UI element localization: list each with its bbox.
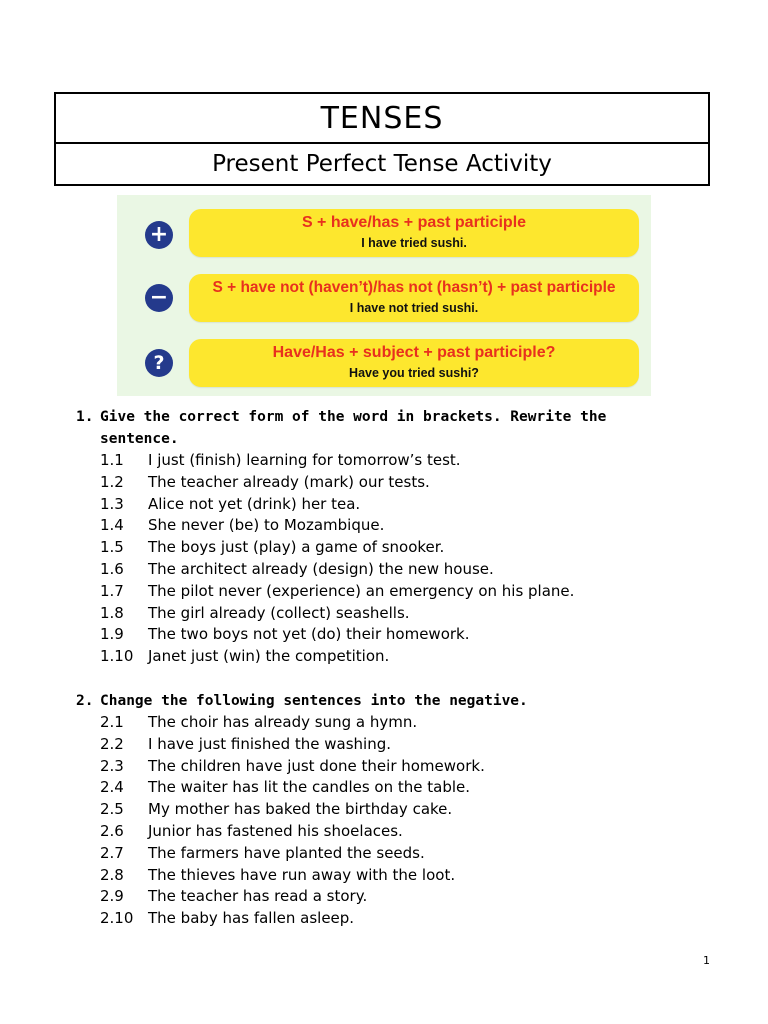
item-text: The waiter has lit the candles on the table. bbox=[148, 778, 471, 797]
item-text: The pilot never (experience) an emergency on his plane. bbox=[148, 581, 575, 600]
section-number: 2. bbox=[76, 693, 94, 709]
list-item bbox=[76, 756, 656, 778]
item-number: 2.7 bbox=[100, 843, 124, 862]
list-item bbox=[76, 777, 656, 799]
formula-pill-question bbox=[189, 339, 639, 387]
item-text: The teacher has read a story. bbox=[148, 887, 368, 906]
list-item bbox=[76, 537, 656, 559]
list-item bbox=[76, 734, 656, 756]
item-text: Alice not yet (drink) her tea. bbox=[148, 494, 361, 513]
item-number: 1.3 bbox=[100, 494, 124, 513]
item-number: 1.8 bbox=[100, 603, 124, 622]
item-text: The boys just (play) a game of snooker. bbox=[148, 538, 445, 557]
section-instruction-text: Change the following sentences into the negative. bbox=[100, 693, 528, 709]
formula-panel bbox=[117, 195, 651, 396]
item-number: 2.2 bbox=[100, 734, 124, 753]
item-text: The girl already (collect) seashells. bbox=[148, 603, 410, 622]
list-item bbox=[76, 821, 656, 843]
item-number: 1.7 bbox=[100, 581, 124, 600]
item-text: I have just finished the washing. bbox=[148, 734, 391, 753]
exercise-list bbox=[76, 450, 656, 668]
page-title: TENSES bbox=[56, 94, 708, 144]
exercise-section-2 bbox=[76, 690, 656, 930]
page-number: 1 bbox=[703, 954, 710, 967]
list-item bbox=[76, 624, 656, 646]
item-number: 2.10 bbox=[100, 909, 134, 928]
item-text: The architect already (design) the new house. bbox=[148, 559, 494, 578]
list-item bbox=[76, 559, 656, 581]
item-text: Junior has fastened his shoelaces. bbox=[148, 821, 403, 840]
item-text: The children have just done their homework. bbox=[148, 756, 485, 775]
item-number: 1.4 bbox=[100, 516, 124, 535]
formula-rule: Have/Has + subject + past participle? bbox=[272, 344, 556, 361]
item-number: 2.8 bbox=[100, 865, 124, 884]
item-text: Janet just (win) the competition. bbox=[148, 647, 390, 666]
plus-icon: + bbox=[145, 221, 173, 249]
formula-rule: S + have not (haven’t)/has not (hasn’t) + past participle bbox=[212, 279, 616, 296]
list-item bbox=[76, 646, 656, 668]
section-number: 1. bbox=[76, 409, 94, 425]
item-number: 2.5 bbox=[100, 800, 124, 819]
formula-example: I have tried sushi. bbox=[361, 236, 467, 250]
title-box bbox=[54, 92, 710, 186]
item-number: 1.5 bbox=[100, 538, 124, 557]
page-subtitle: Present Perfect Tense Activity bbox=[212, 151, 552, 177]
formula-row-negative bbox=[117, 274, 651, 324]
formula-example: Have you tried sushi? bbox=[349, 366, 479, 380]
formula-pill-negative bbox=[189, 274, 639, 322]
list-item bbox=[76, 908, 656, 930]
formula-row-positive bbox=[117, 209, 651, 259]
item-text: The two boys not yet (do) their homework. bbox=[148, 625, 470, 644]
item-text: The baby has fallen asleep. bbox=[148, 909, 355, 928]
formula-example: I have not tried sushi. bbox=[349, 301, 479, 315]
section-instruction-text: Give the correct form of the word in brackets. Rewrite the sentence. bbox=[100, 409, 607, 447]
list-item bbox=[76, 865, 656, 887]
exercise-section-1 bbox=[76, 406, 656, 668]
item-text: She never (be) to Mozambique. bbox=[148, 516, 385, 535]
item-number: 2.1 bbox=[100, 713, 124, 731]
list-item bbox=[76, 799, 656, 821]
list-item bbox=[76, 886, 656, 908]
list-item bbox=[76, 450, 656, 472]
item-text: The teacher already (mark) our tests. bbox=[148, 472, 430, 491]
formula-pill-positive bbox=[189, 209, 639, 257]
item-text: My mother has baked the birthday cake. bbox=[148, 800, 453, 819]
item-text: I just (finish) learning for tomorrow’s test. bbox=[148, 451, 461, 469]
item-number: 1.6 bbox=[100, 559, 124, 578]
list-item bbox=[76, 472, 656, 494]
item-text: The thieves have run away with the loot. bbox=[148, 865, 456, 884]
list-item bbox=[76, 843, 656, 865]
list-item bbox=[76, 494, 656, 516]
item-number: 1.9 bbox=[100, 625, 124, 644]
formula-rule: S + have/has + past participle bbox=[301, 214, 527, 231]
list-item bbox=[76, 515, 656, 537]
item-number: 2.4 bbox=[100, 778, 124, 797]
section-instruction bbox=[76, 406, 656, 450]
item-number: 2.3 bbox=[100, 756, 124, 775]
item-number: 1.10 bbox=[100, 647, 134, 666]
formula-row-question bbox=[117, 339, 651, 389]
item-number: 2.6 bbox=[100, 821, 124, 840]
item-number: 2.9 bbox=[100, 887, 124, 906]
item-text: The farmers have planted the seeds. bbox=[148, 843, 425, 862]
list-item bbox=[76, 603, 656, 625]
exercise-list bbox=[76, 712, 656, 930]
minus-icon: − bbox=[145, 284, 173, 312]
section-instruction bbox=[76, 690, 656, 712]
item-number: 1.1 bbox=[100, 451, 124, 469]
list-item bbox=[76, 581, 656, 603]
item-text: The choir has already sung a hymn. bbox=[148, 713, 418, 731]
list-item bbox=[76, 712, 656, 734]
item-number: 1.2 bbox=[100, 472, 124, 491]
question-icon: ? bbox=[145, 349, 173, 377]
